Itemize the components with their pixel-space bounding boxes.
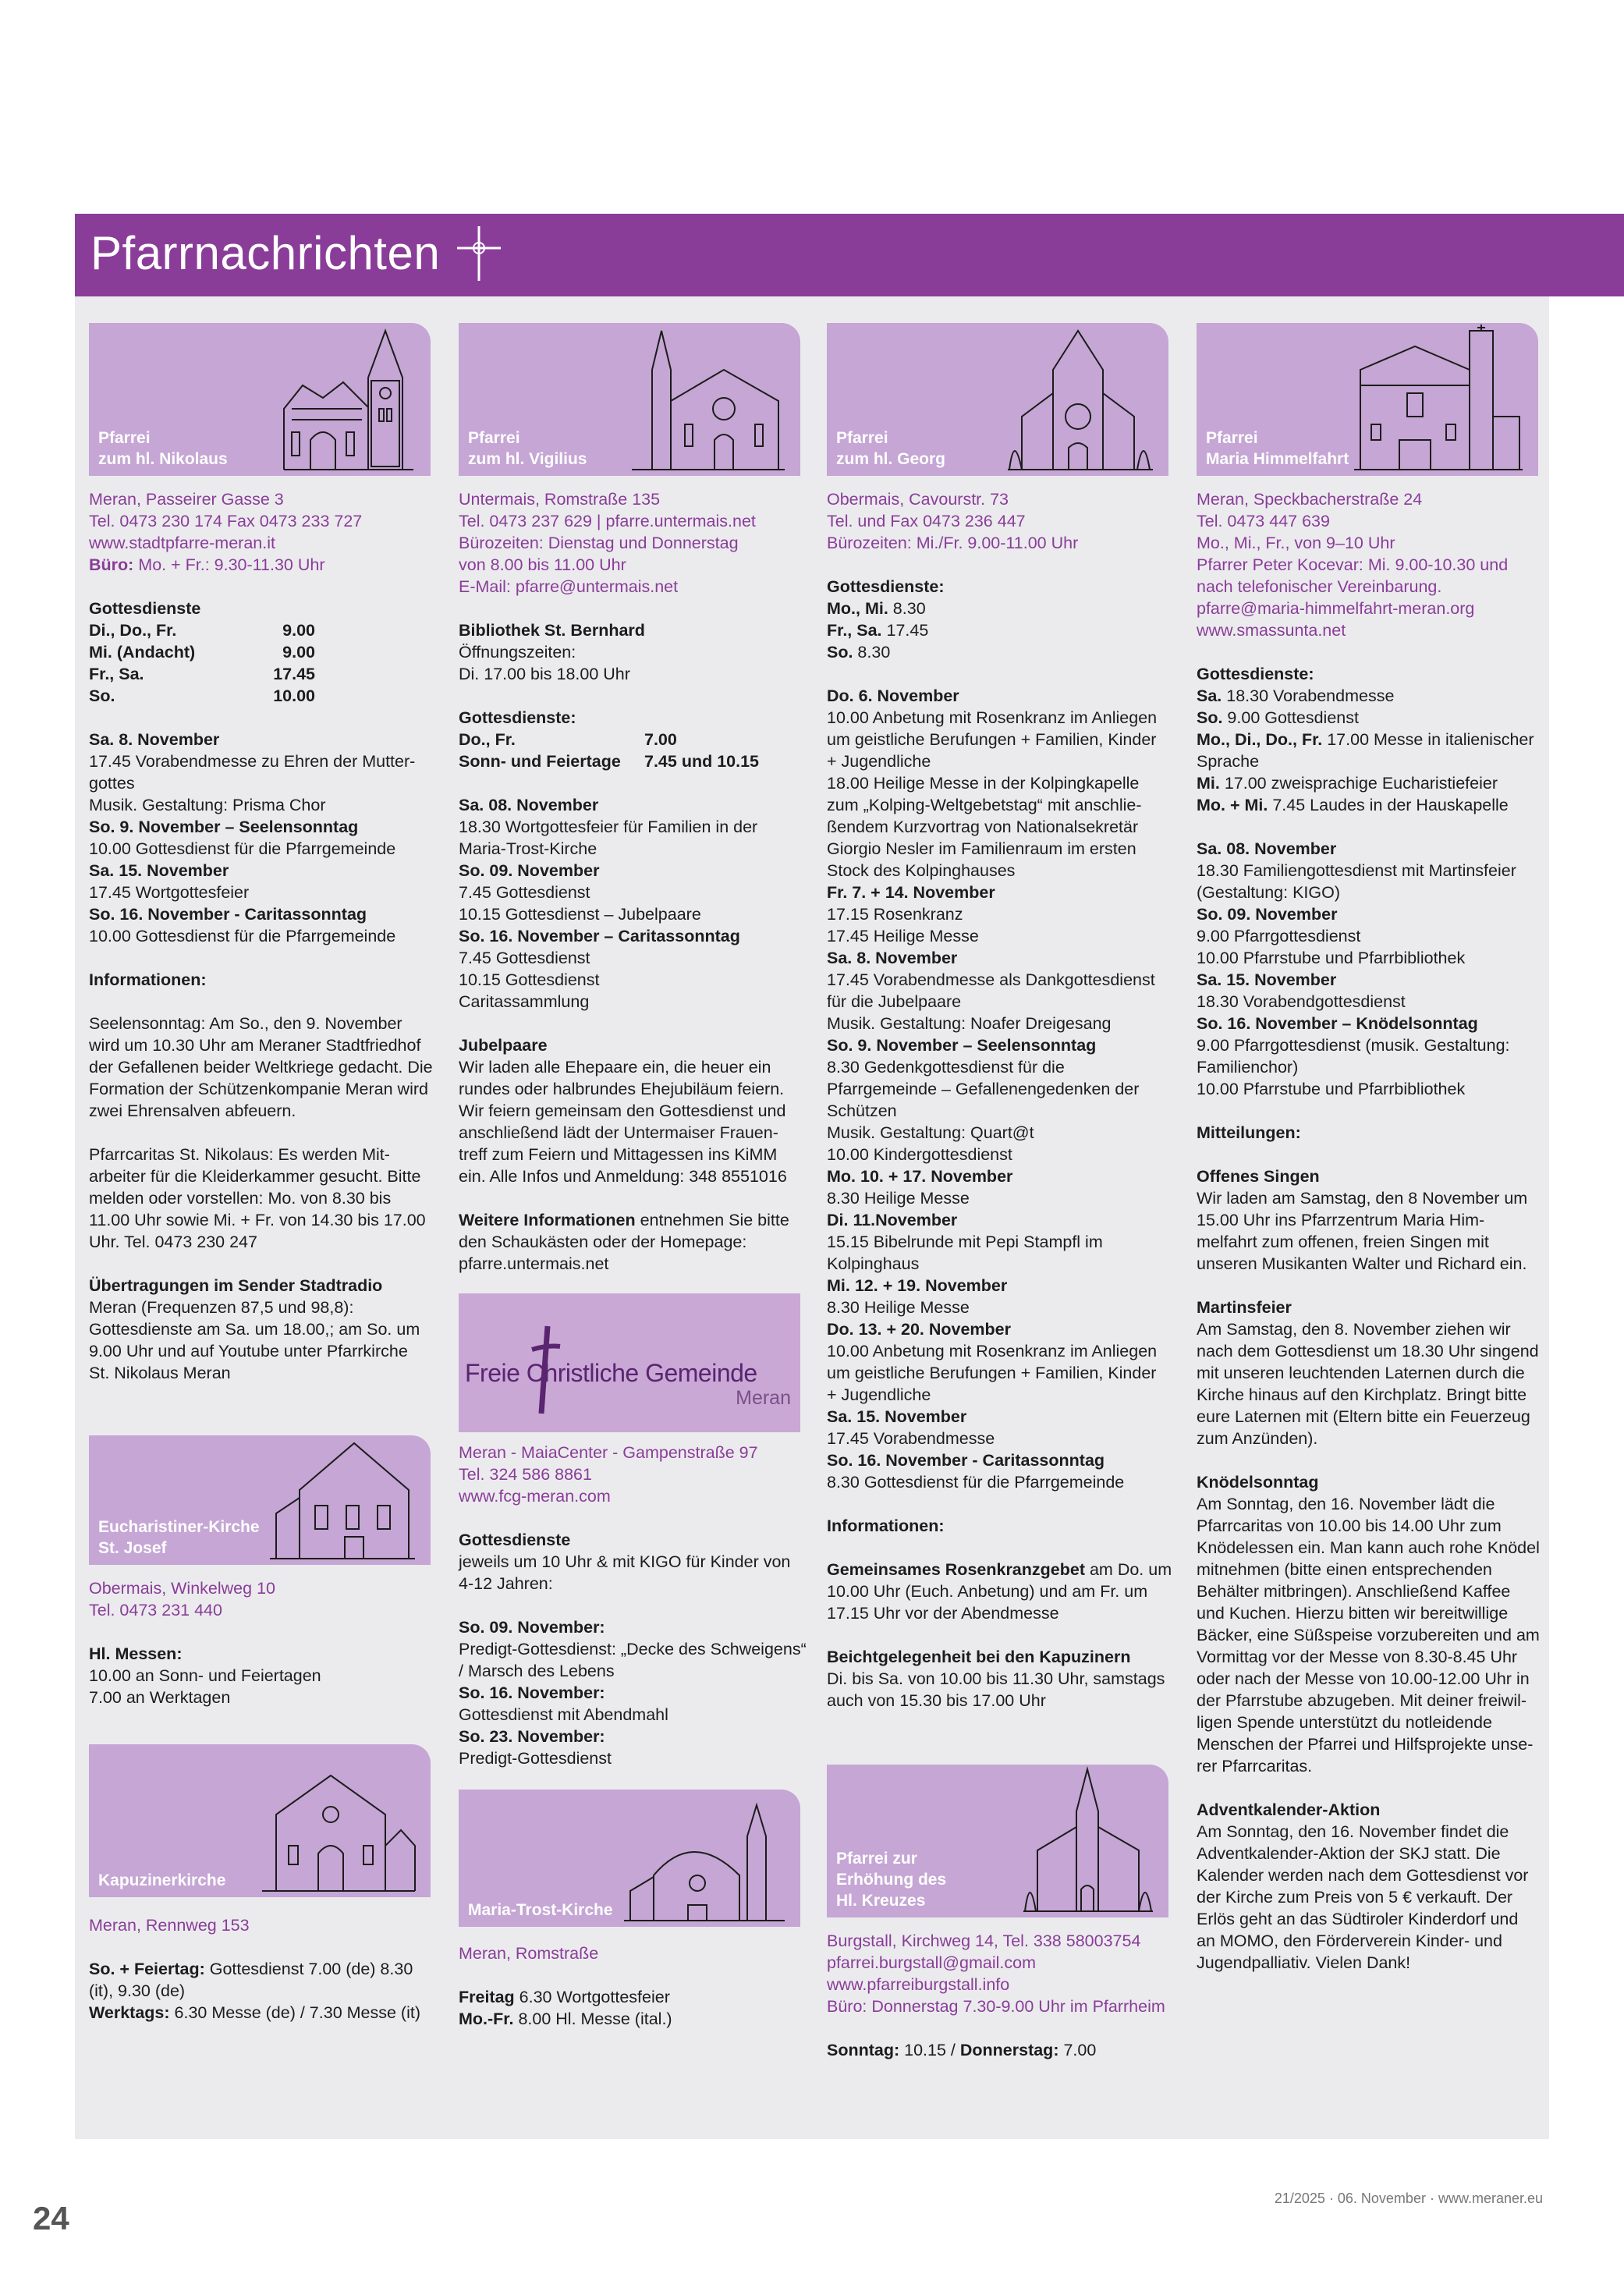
info-text: Am Samstag, den 8. November ziehen wir nach dem Gottesdienst um 18.30 Uhr singend mit unseren leuchtenden Laternen durch die Kirche hinaus auf den Kirchplatz. Bringt bitte eure Laternen mit (Eltern bitte ein Feuerzeug zum Anzünden). [1197,1320,1539,1448]
services-title: Gottesdienste: [1197,665,1314,683]
info-label: Weitere Informationen [459,1211,636,1229]
info-text: Uhr. Tel. 0473 230 247 [89,1233,257,1251]
service-label: Freitag [459,1988,515,2006]
parish-label-line: Hl. Kreuzes [836,1892,926,1910]
service-row [1197,685,1540,707]
parish-header-himmelfahrt [1197,323,1538,476]
event-text: Musik. Gestaltung: Quart@t [827,1123,1034,1142]
office-label: Büro: [89,555,134,574]
event-date: Sa. 15. November [1197,970,1337,989]
service-time: 7.45 und 10.15 [644,752,759,771]
event-date: Sa. 15. November [827,1407,967,1426]
fcg-logo-box [459,1293,800,1432]
service-text: 6.30 Wortgottesfeier [514,1988,670,2006]
parish-label-line: zum hl. Vigilius [468,450,587,468]
event-text: 10.00 Anbetung mit Rosenkranz im Anliegen [827,708,1158,727]
office-hours: Pfarrer Peter Kocevar: Mi. 9.00-10.30 und [1197,555,1509,574]
service-time: 8.30 [853,643,891,662]
service-day: Fr., Sa. [827,621,882,640]
info-text: Am Sonntag, den 16. November lädt die Pfarrcaritas von 10.00 bis 14.00 Uhr zum Knödelessen ein. Man kann auch rohe Knödel mitnehmen (bitte einen entsprechenden Behälter mitbringen). Anschließend Kaffee und Kuchen. Hierzu bitten wir bereitwillige Bäcker, eine Süßspeise vorzubereiten und am Vormittag vor der Messe von 8.30-8.45 Uhr oder nach der Messe von 10.00-12.00 Uhr in der Pfarrstube abzugeben. Mit deiner freiwil-ligen Spende unterstützt du notleidende Menschen der Pfarrei und Hilfsprojekte unse-rer Pfarrcaritas. [1197,1495,1540,1775]
event-text: Predigt-Gottesdienst: „Decke des Schweigens“ [459,1640,807,1658]
service-text: Gottesdienst 7.00 (de) 8.30 [204,1960,413,1978]
event-date: Sa. 08. November [459,796,599,814]
event-text: Schützen [827,1101,897,1120]
event-text: 17.15 Rosenkranz [827,905,963,924]
event-text: Maria-Trost-Kirche [459,839,597,858]
service-day: Mi. (Andacht) [89,643,196,662]
info-text: auch von 15.30 bis 17.00 Uhr [827,1691,1046,1710]
service-day: Do., Fr. [459,730,516,749]
nikolaus-body [89,488,437,1384]
parish-header-josef [89,1435,431,1565]
event-date: Sa. 8. November [827,949,958,967]
parish-name-kapuziner [98,1870,225,1891]
event-text: Stock des Kolpinghauses [827,861,1016,880]
event-text: 8.30 Heilige Messe [827,1298,970,1317]
info-text: Di. bis Sa. von 10.00 bis 11.30 Uhr, samstags [827,1669,1165,1688]
info-text: Wir laden alle Ehepaare ein, die heuer ein [459,1058,771,1077]
info-text: Formation der Schützenkompanie Meran wird [89,1080,428,1098]
event-text: + Jugendliche [827,752,931,771]
service-row [1197,772,1540,794]
event-date: Do. 6. November [827,686,959,705]
service-row [1197,750,1540,772]
phone: Tel. 0473 237 629 | pfarre.untermais.net [459,512,756,530]
website-link[interactable]: pfarre.untermais.net [459,1254,609,1273]
info-text: treff zum Feiern und Mittagessen ins KiMM [459,1145,778,1164]
service-time: 17.45 [881,621,929,640]
phone: Tel. 0473 230 174 Fax 0473 233 727 [89,512,363,530]
info-subtitle: Martinsfeier [1197,1298,1292,1317]
service-text: 6.30 Messe (de) / 7.30 Messe (it) [169,2003,420,2022]
website-link[interactable]: www.fcg-meran.com [459,1487,611,1506]
event-text: um geistliche Berufungen + Familien, Kinder [827,1364,1157,1382]
service-text: 7.00 an Werktagen [89,1688,231,1707]
parish-label-line: St. Josef [98,1539,167,1557]
event-text: für die Jubelpaare [827,992,962,1011]
service-text: (it), 9.30 (de) [89,1981,186,2000]
fcg-body [459,1442,807,1769]
info-label: Gemeinsames Rosenkranzgebet [827,1560,1085,1579]
info-text: Wir feiern gemeinsam den Gottesdienst und [459,1101,786,1120]
service-day: Mo. + Mi. [1197,796,1268,814]
service-day: Mo., Di., Do., Fr. [1197,730,1323,749]
event-text: + Jugendliche [827,1385,931,1404]
parish-label-line: Maria Himmelfahrt [1206,450,1349,468]
event-text: Gottesdienst mit Abendmahl [459,1705,668,1724]
info-text: der Gefallenen beider Weltkriege gedacht. Die [89,1058,433,1077]
georg-events [827,685,1175,1493]
service-day: Sonn- und Feiertage [459,752,621,771]
info-subtitle: Offenes Singen [1197,1167,1320,1186]
parish-label-line: Kapuzinerkirche [98,1871,226,1889]
event-text: 10.00 Kindergottesdienst [827,1145,1012,1164]
cross-icon [454,222,504,284]
event-date: So. 16. November – Knödelsonntag [1197,1014,1478,1033]
service-text: 8.00 Hl. Messe (ital.) [513,2010,672,2028]
event-text: gottes [89,774,135,793]
services-title: Gottesdienste: [459,708,576,727]
event-text: 18.30 Vorabendgottesdienst [1197,992,1406,1011]
service-label: Mo.-Fr. [459,2010,514,2028]
service-text: jeweils um 10 Uhr & mit KIGO für Kinder von [459,1552,791,1571]
parish-name-vigilius [468,427,587,470]
event-text: Musik. Gestaltung: Noafer Dreigesang [827,1014,1112,1033]
address: Meran, Rennweg 153 [89,1916,250,1935]
info-text: Am Sonntag, den 16. November findet die Adventkalender-Aktion der SKJ statt. Die Kalender werden nach dem Gottesdienst vor der Kirche zum Preis von 5 € verkauft. Der Erlös geht an das Südtiroler Kinderdorf und an MOMO, den Förderverein Kinder- und Jugendpalliativ. Vielen Dank! [1197,1822,1529,1972]
info-title: Informationen: [827,1517,945,1535]
service-text: 17.00 zweisprachige Eucharistiefeier [1219,774,1498,793]
info-text: Meran (Frequenzen 87,5 und 98,8): [89,1298,354,1317]
column-1 [89,323,437,2024]
info-text: anschließend lädt der Untermaiser Frauen- [459,1123,778,1142]
service-time: 17.45 [273,665,315,683]
event-text: Pfarrgemeinde – Gefallenengedenken der [827,1080,1140,1098]
event-date: So. 9. November – Seelensonntag [89,818,359,836]
service-text: 18.30 Vorabendmesse [1222,686,1395,705]
info-subtitle: Beichtgelegenheit bei den Kapuzinern [827,1648,1131,1666]
event-date: Sa. 8. November [89,730,220,749]
service-time: 10.00 [273,686,315,705]
parish-header-nikolaus [89,323,431,476]
event-text: zum „Kolping-Weltgebetstag“ mit anschlie- [827,796,1142,814]
event-text: 18.00 Heilige Messe in der Kolpingkapelle [827,774,1140,793]
event-date: So. 16. November - Caritassonntag [89,905,367,924]
service-text: Sprache [1197,752,1260,771]
event-text: 9.00 Pfarrgottesdienst [1197,927,1361,945]
church-himmelfahrt-drawing [1353,323,1524,471]
info-text: arbeiter für die Kleiderkammer gesucht. Bitte [89,1167,421,1186]
service-day: So. [827,643,853,662]
event-text: 8.30 Gedenkgottesdienst für die [827,1058,1065,1077]
info-subtitle: Jubelpaare [459,1036,548,1055]
church-kapuziner-drawing [261,1760,417,1893]
info-text: rundes oder halbrundes Ehejubiläum feiern. [459,1080,785,1098]
himmelfahrt-body [1197,488,1540,1974]
service-day: Fr., Sa. [89,665,144,683]
service-label: Donnerstag: [959,2041,1059,2059]
event-text: 8.30 Gottesdienst für die Pfarrgemeinde [827,1473,1125,1492]
event-text: Giorgio Nesler im Familienraum im ersten [827,839,1136,858]
office-hours: Mo., Mi., Fr., von 9–10 Uhr [1197,534,1395,552]
church-mariatrost-drawing [622,1790,786,1922]
parish-name-himmelfahrt [1206,427,1349,470]
page-number: 24 [33,2200,69,2237]
parish-label-line: Pfarrei [836,429,888,447]
event-date: Do. 13. + 20. November [827,1320,1012,1339]
event-date: Sa. 15. November [89,861,229,880]
info-text: 11.00 Uhr sowie Mi. + Fr. von 14.30 bis 17.00 [89,1211,426,1229]
parish-name-mariatrost [468,1900,613,1921]
info-text: St. Nikolaus Meran [89,1364,231,1382]
website-link[interactable]: www.pfarreiburgstall.info [827,1975,1010,1994]
event-date: So. 16. November: [459,1683,605,1702]
event-text: um geistliche Berufungen + Familien, Kinder [827,730,1157,749]
address: Untermais, Romstraße 135 [459,490,661,509]
info-title: Informationen: [89,970,207,989]
info-title: Mitteilungen: [1197,1123,1301,1142]
event-text: 18.30 Wortgottesfeier für Familien in der [459,818,758,836]
event-text: 17.45 Vorabendmesse als Dankgottesdienst [827,970,1155,989]
website-link[interactable]: www.smassunta.net [1197,621,1346,640]
event-text: 7.45 Gottesdienst [459,883,590,902]
address: Burgstall, Kirchweg 14, Tel. 338 58003754 [827,1932,1141,1950]
office-hours: Mo. + Fr.: 9.30-11.30 Uhr [133,555,325,574]
event-date: Fr. 7. + 14. November [827,883,995,902]
address: Meran, Romstraße [459,1944,599,1963]
event-date: Di. 11.November [827,1211,958,1229]
parish-label-line: Pfarrei zur [836,1850,917,1868]
parish-label-line: Eucharistiner-Kirche [98,1518,260,1536]
service-text: 4-12 Jahren: [459,1574,553,1593]
info-text: 17.15 Uhr vor der Abendmesse [827,1604,1059,1623]
event-date: So. 16. November - Caritassonntag [827,1451,1105,1470]
services-title: Gottesdienste [89,599,201,618]
event-text: ßendem Kurzvortrag von Nationalsekretär [827,818,1139,836]
info-text: ein. Alle Infos und Anmeldung: 348 8551016 [459,1167,787,1186]
event-text: 10.15 Gottesdienst – Jubelpaare [459,905,701,924]
event-text: 10.00 Gottesdienst für die Pfarrgemeinde [89,839,396,858]
event-text: 10.00 Gottesdienst für die Pfarrgemeinde [89,927,396,945]
event-date: So. 09. November [459,861,600,880]
service-time: 7.00 [644,730,677,749]
parish-name-nikolaus [98,427,228,470]
services-table [89,619,437,707]
event-text: 10.00 Pfarrstube und Pfarrbibliothek [1197,949,1466,967]
fcg-logo-subtitle: Meran [736,1387,791,1409]
service-day: Mi. [1197,774,1220,793]
email-link[interactable]: E-Mail: pfarre@untermais.net [459,577,679,596]
info-text: 9.00 Uhr und auf Youtube unter Pfarrkirche [89,1342,408,1360]
office-hours: Bürozeiten: Mi./Fr. 9.00-11.00 Uhr [827,534,1079,552]
address: Meran, Speckbacherstraße 24 [1197,490,1423,509]
kreuz-body [827,1930,1175,2061]
address: Meran, Passeirer Gasse 3 [89,490,284,509]
address: Obermais, Cavourstr. 73 [827,490,1009,509]
event-text: 18.30 Familiengottesdienst mit Martinsfeier [1197,861,1516,880]
parish-name-georg [836,427,945,470]
service-text: 10.00 an Sonn- und Feiertagen [89,1666,321,1685]
service-row [1197,707,1540,729]
event-text: 10.15 Gottesdienst [459,970,600,989]
office-hours: Bürozeiten: Dienstag und Donnerstag [459,534,739,552]
office-hours: Büro: Donnerstag 7.30-9.00 Uhr im Pfarrheim [827,1997,1165,2016]
info-text: Seelensonntag: Am So., den 9. November [89,1014,402,1033]
info-subtitle: Knödelsonntag [1197,1473,1319,1492]
parish-name-kreuz [836,1848,946,1911]
event-text: Familienchor) [1197,1058,1299,1077]
parish-label-line: Maria-Trost-Kirche [468,1901,613,1919]
services-title: Hl. Messen: [89,1644,183,1663]
phone: Tel. und Fax 0473 236 447 [827,512,1026,530]
phone: Tel. 0473 447 639 [1197,512,1330,530]
service-day: Di., Do., Fr. [89,621,177,640]
info-text: melden oder vorstellen: Mo. von 8.30 bis [89,1189,392,1208]
event-text: 10.00 Pfarrstube und Pfarrbibliothek [1197,1080,1466,1098]
event-text: 7.45 Gottesdienst [459,949,590,967]
phone: Tel. 324 586 8861 [459,1465,592,1484]
issue-info: 21/2025 · 06. November · www.meraner.eu [1274,2191,1543,2206]
church-nikolaus-drawing [276,323,417,471]
event-text: 17.45 Vorabendmesse zu Ehren der Mutter- [89,752,416,771]
services-table [459,729,807,772]
info-subtitle: Übertragungen im Sender Stadtradio [89,1276,383,1295]
service-time: 9.00 [282,621,315,640]
service-label: Sonntag: [827,2041,900,2059]
service-time: 9.00 [282,643,315,662]
event-text: Kolpinghaus [827,1254,920,1273]
event-text: Caritassammlung [459,992,590,1011]
column-3 [827,323,1175,2061]
event-date: So. 09. November: [459,1618,605,1637]
event-text: (Gestaltung: KIGO) [1197,883,1341,902]
service-text: 7.00 [1058,2041,1097,2059]
service-day: Mo., Mi. [827,599,888,618]
service-text: 17.00 Messe in italienischer [1322,730,1534,749]
event-date: So. 23. November: [459,1727,605,1746]
service-text: 10.15 / [899,2041,960,2059]
parish-header-kapuziner [89,1744,431,1897]
phone: Tel. 0473 231 440 [89,1601,222,1619]
service-label: Werktags: [89,2003,170,2022]
event-text: 17.45 Heilige Messe [827,927,979,945]
address: Obermais, Winkelweg 10 [89,1579,275,1598]
event-text: 10.00 Anbetung mit Rosenkranz im Anliegen [827,1342,1158,1360]
info-text: Gottesdienste am Sa. um 18.00,; am So. um [89,1320,420,1339]
service-day: So. [89,686,115,705]
event-date: So. 09. November [1197,905,1338,924]
library-text: Di. 17.00 bis 18.00 Uhr [459,665,630,683]
event-text: 9.00 Pfarrgottesdienst (musik. Gestaltung: [1197,1036,1510,1055]
services-list [1197,685,1540,816]
josef-body [89,1577,437,1708]
kapuziner-body [89,1914,437,2024]
column-4 [1197,323,1544,1974]
service-day: Sa. [1197,686,1222,705]
email-link[interactable]: pfarre@maria-himmelfahrt-meran.org [1197,599,1475,618]
service-row [1197,794,1540,816]
parish-header-georg [827,323,1168,476]
address: Meran - MaiaCenter - Gampenstraße 97 [459,1443,758,1462]
fcg-logo-title: Freie Christliche Gemeinde [465,1359,757,1387]
office-hours: nach telefonischer Vereinbarung. [1197,577,1442,596]
email-link[interactable]: pfarrei.burgstall@gmail.com [827,1953,1036,1972]
section-banner [75,214,1624,296]
info-text: wird um 10.30 Uhr am Meraner Stadtfriedhof [89,1036,421,1055]
info-text: entnehmen Sie bitte [635,1211,789,1229]
parish-label-line: Pfarrei [98,429,151,447]
church-georg-drawing [1006,323,1154,471]
church-josef-drawing [268,1435,417,1560]
service-text: 7.45 Laudes in der Hauskapelle [1268,796,1509,814]
event-text: Predigt-Gottesdienst [459,1749,612,1768]
library-text: Öffnungszeiten: [459,643,576,662]
vigilius-body [459,488,807,1275]
info-text: den Schaukästen oder der Homepage: [459,1233,747,1251]
mariatrost-body [459,1942,807,2030]
service-row [1197,729,1540,750]
himmelfahrt-events [1197,838,1540,1100]
section-title: Pfarrnachrichten [90,227,441,279]
event-date: So. 16. November – Caritassonntag [459,927,740,945]
church-vigilius-drawing [630,323,786,471]
event-date: Mi. 12. + 19. November [827,1276,1008,1295]
info-text: Wir laden am Samstag, den 8 November um 15.00 Uhr ins Pfarrzentrum Maria Him-melfahrt zum offenen, freien Singen mit unseren Musikanten Walter und Richard ein. [1197,1189,1528,1273]
event-text: 17.45 Vorabendmesse [827,1429,995,1448]
parish-label-line: Pfarrei [468,429,520,447]
info-text: am Do. um [1085,1560,1172,1579]
parish-header-vigilius [459,323,800,476]
service-time: 8.30 [888,599,926,618]
info-text: Pfarrcaritas St. Nikolaus: Es werden Mit- [89,1145,390,1164]
services-title: Gottesdienste [459,1531,571,1549]
church-kreuz-drawing [1022,1765,1154,1913]
column-2 [459,323,807,2030]
event-text: 15.15 Bibelrunde mit Pepi Stampfl im [827,1233,1103,1251]
office-hours: von 8.00 bis 11.00 Uhr [459,555,626,574]
service-day: So. [1197,708,1223,727]
event-date: Sa. 08. November [1197,839,1337,858]
parish-header-kreuz [827,1765,1168,1917]
parish-label-line: zum hl. Nikolaus [98,450,228,468]
event-date: So. 9. November – Seelensonntag [827,1036,1097,1055]
event-text: 8.30 Heilige Messe [827,1189,970,1208]
event-text: Musik. Gestaltung: Prisma Chor [89,796,326,814]
parish-label-line: zum hl. Georg [836,450,946,468]
parish-label-line: Pfarrei [1206,429,1258,447]
services-title: Gottesdienste: [827,577,945,596]
parish-name-josef [98,1517,260,1559]
service-text: 9.00 Gottesdienst [1222,708,1359,727]
event-text: 17.45 Wortgottesfeier [89,883,250,902]
georg-body [827,488,1175,1712]
website-link[interactable]: www.stadtpfarre-meran.it [89,534,275,552]
parish-header-mariatrost [459,1790,800,1927]
info-subtitle: Adventkalender-Aktion [1197,1800,1381,1819]
library-title: Bibliothek St. Bernhard [459,621,645,640]
parish-label-line: Erhöhung des [836,1871,947,1889]
info-text: zwei Ehrensalven abfeuern. [89,1101,296,1120]
info-text: 10.00 Uhr (Euch. Anbetung) und am Fr. um [827,1582,1148,1601]
event-text: / Marsch des Lebens [459,1662,615,1680]
event-date: Mo. 10. + 17. November [827,1167,1013,1186]
service-label: So. + Feiertag: [89,1960,205,1978]
